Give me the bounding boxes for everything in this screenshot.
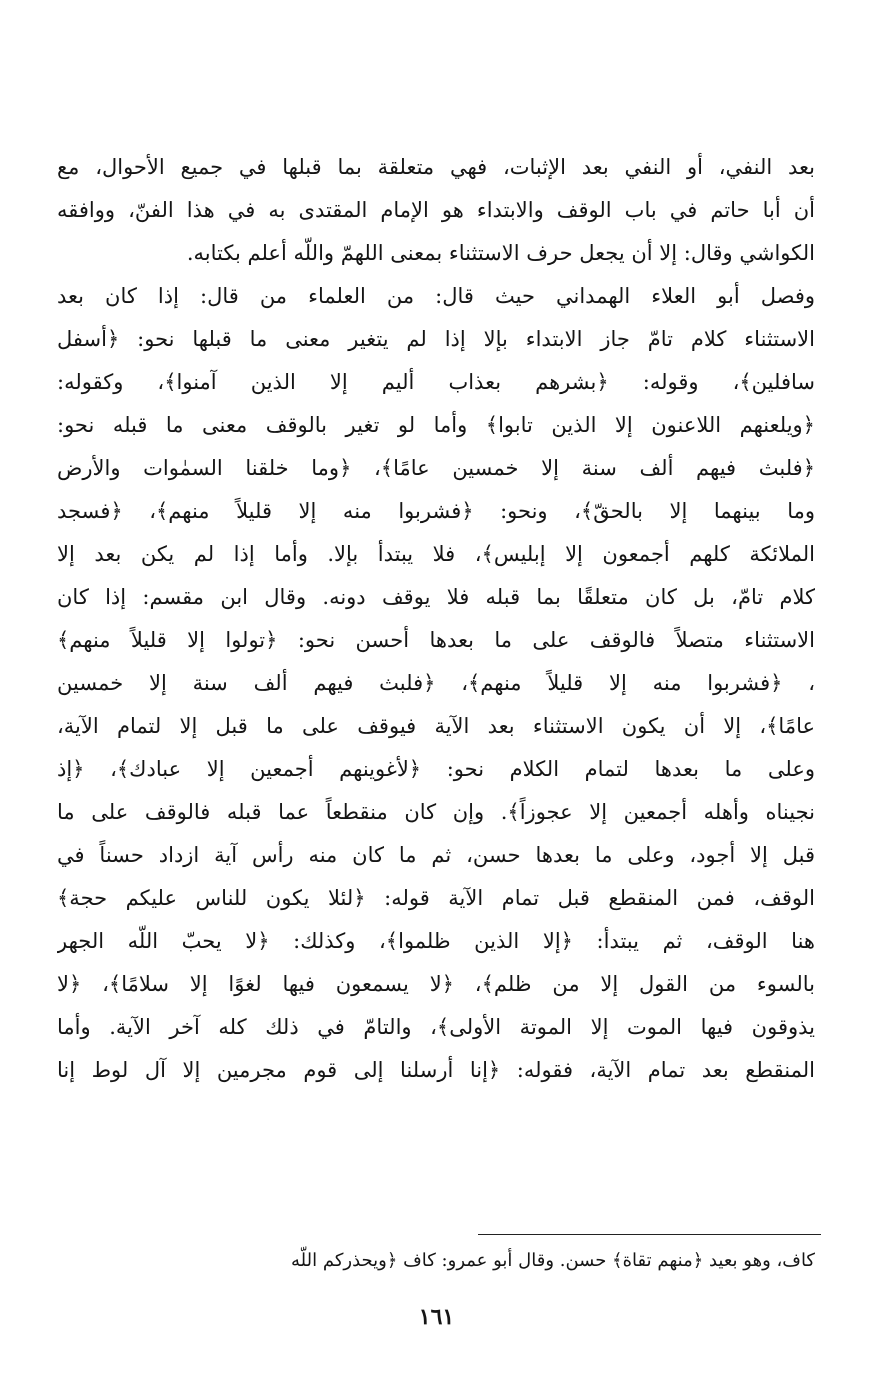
text-line: الاستثناء متصلاً فالوقف على ما بعدها أحسن نحو: ﴿تولوا إلا قليلاً منهم﴾ [57, 628, 815, 652]
footnote: كاف، وهو بعيد ﴿منهم تقاة﴾ حسن. وقال أبو عمرو: كاف ﴿ويحذركم اللّه [291, 1250, 815, 1271]
text-line: ﴿ويلعنهم اللاعنون إلا الذين تابوا﴾ وأما لو تغير بالوقف معنى ما قبله نحو: [57, 413, 815, 437]
text-line: الاستثناء كلام تامّ جاز الابتداء بإلا إذا لم يتغير معنى ما قبلها نحو: ﴿أسفل [57, 327, 815, 351]
text-line: ، ﴿فشربوا منه إلا قليلاً منهم﴾، ﴿فلبث فيهم ألف سنة إلا خمسين [57, 671, 815, 695]
text-line: عامًا﴾، إلا أن يكون الاستثناء بعد الآية فيوقف على ما قبل إلا لتمام الآية، [57, 714, 815, 738]
text-line: سافلين﴾، وقوله: ﴿بشرهم بعذاب أليم إلا الذين آمنوا﴾، وكقوله: [57, 370, 815, 394]
text-line: المنقطع بعد تمام الآية، فقوله: ﴿إنا أرسلنا إلى قوم مجرمين إلا آل لوط إنا [57, 1058, 815, 1082]
text-line: قبل إلا أجود، وعلى ما بعدها حسن، ثم ما كان منه رأس آية ازداد حسناً في [57, 843, 815, 867]
text-line: يذوقون فيها الموت إلا الموتة الأولى﴾، والتامّ في ذلك كله آخر الآية. وأما [57, 1015, 815, 1039]
text-line: وفصل أبو العلاء الهمداني حيث قال: من العلماء من قال: إذا كان بعد [57, 284, 815, 308]
text-line: بالسوء من القول إلا من ظلم﴾، ﴿لا يسمعون فيها لغوًا إلا سلامًا﴾، ﴿لا [57, 972, 815, 996]
text-line: وما بينهما إلا بالحقّ﴾، ونحو: ﴿فشربوا منه إلا قليلاً منهم﴾، ﴿فسجد [57, 499, 815, 523]
text-line: نجيناه وأهله أجمعين إلا عجوزاً﴾. وإن كان منقطعاً عما قبله فالوقف على ما [57, 800, 815, 824]
text-line: أن أبا حاتم في باب الوقف والابتداء هو الإمام المقتدى به في هذا الفنّ، ووافقه [57, 198, 815, 222]
text-line: الكواشي وقال: إلا أن يجعل حرف الاستثناء بمعنى اللهمّ واللّه أعلم بكتابه. [186, 241, 815, 265]
text-line: الملائكة كلهم أجمعون إلا إبليس﴾، فلا يبتدأ بإلا. وأما إذا لم يكن بعد إلا [57, 542, 815, 566]
text-line: بعد النفي، أو النفي بعد الإثبات، فهي متعلقة بما قبلها في جميع الأحوال، مع [57, 155, 815, 179]
page-number: ١٦١ [418, 1304, 455, 1330]
text-line: هنا الوقف، ثم يبتدأ: ﴿إلا الذين ظلموا﴾، وكذلك: ﴿لا يحبّ اللّه الجهر [57, 929, 815, 953]
footnote-separator [478, 1234, 821, 1235]
text-line: كلام تامّ، بل كان متعلقًا بما قبله فلا يوقف دونه. وقال ابن مقسم: إذا كان [57, 585, 815, 609]
text-line: ﴿فلبث فيهم ألف سنة إلا خمسين عامًا﴾، ﴿وما خلقنا السمٰوات والأرض [57, 456, 815, 480]
text-line: وعلى ما بعدها لتمام الكلام نحو: ﴿لأغوينهم أجمعين إلا عبادك﴾، ﴿إذ [57, 757, 815, 781]
text-line: الوقف، فمن المنقطع قبل تمام الآية قوله: ﴿لئلا يكون للناس عليكم حجة﴾ [57, 886, 815, 910]
